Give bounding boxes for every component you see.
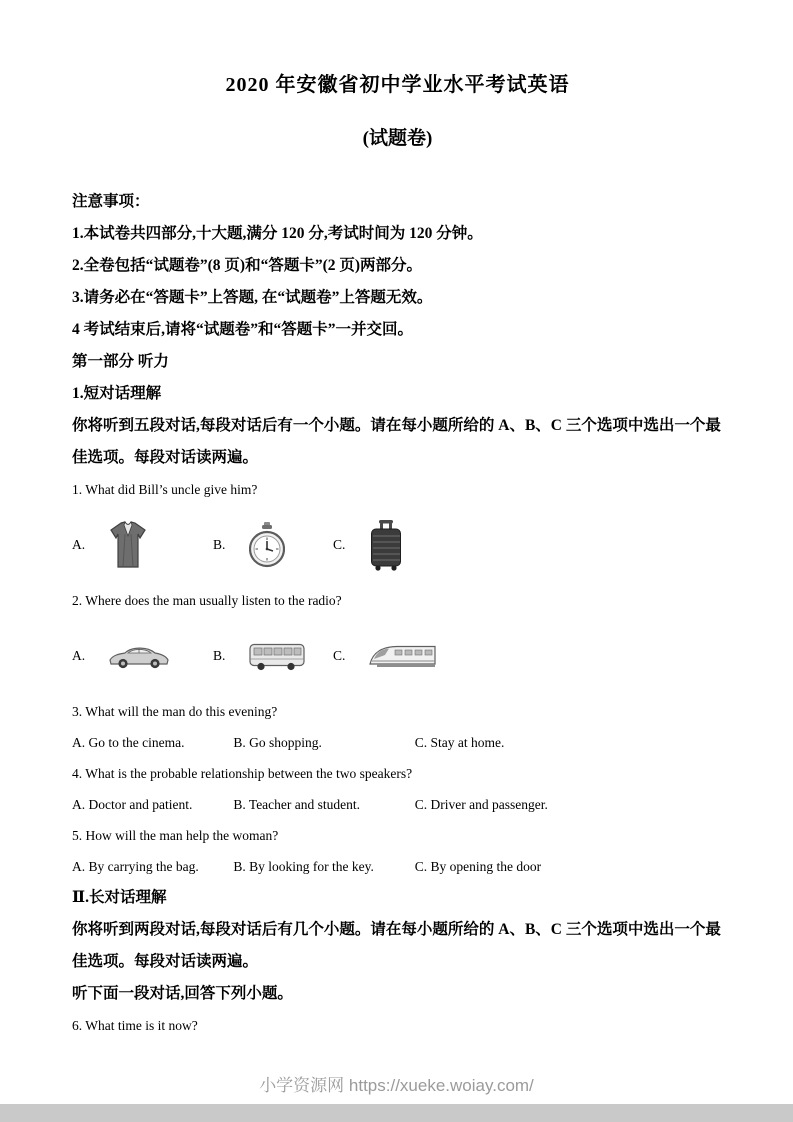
question-1-options [72, 505, 723, 585]
question-4-option-a: A. Doctor and patient. [72, 797, 193, 812]
notice-line-2: 2.全卷包括“试题卷”(8 页)和“答题卡”(2 页)两部分。 [72, 257, 423, 274]
section2-instructions: 你将听到两段对话,每段对话后有几个小题。请在每小题所给的 A、B、C 三个选项中选出一个最佳选项。每段对话读两遍。 [72, 921, 721, 970]
question-6-text: 6. What time is it now? [72, 1018, 198, 1033]
question-5-options [72, 851, 723, 882]
option-c-label: C. [333, 648, 346, 663]
notice-line-4: 4 考试结束后,请将“试题卷”和“答题卡”一并交回。 [72, 321, 414, 338]
section2-heading: Ⅱ.长对话理解 [72, 889, 167, 906]
question-2-option-b [213, 641, 333, 671]
question-2-text: 2. Where does the man usually listen to the radio? [72, 593, 342, 608]
question-2-option-a [72, 642, 213, 670]
question-2-options [72, 616, 723, 696]
notice-line-1: 1.本试卷共四部分,十大题,满分 120 分,考试时间为 120 分钟。 [72, 225, 483, 242]
question-4-option-b: B. Teacher and student. [233, 797, 361, 812]
question-5-option-a: A. By carrying the bag. [72, 859, 199, 874]
question-1-option-a [72, 521, 213, 569]
bus-icon [249, 641, 305, 671]
notice-heading: 注意事项： [72, 193, 150, 210]
question-5-text: 5. How will the man help the woman? [72, 828, 279, 843]
option-c-label: C. [333, 537, 346, 552]
section1-instructions: 你将听到五段对话,每段对话后有一个小题。请在每小题所给的 A、B、C 三个选项中选出一个最佳选项。每段对话读两遍。 [72, 417, 721, 466]
question-3-options [72, 727, 723, 758]
question-5-option-c: C. By opening the door [414, 859, 542, 874]
question-3-option-c: C. Stay at home. [414, 735, 505, 750]
page-bottom-strip [0, 1104, 793, 1122]
part1-heading: 第一部分 听力 [72, 353, 169, 370]
question-4-options [72, 789, 723, 820]
question-4-option-c: C. Driver and passenger. [414, 797, 548, 812]
question-2-option-c [333, 642, 723, 670]
section1-heading: 1.短对话理解 [72, 385, 162, 402]
exam-body [72, 186, 723, 1041]
question-4-text: 4. What is the probable relationship between the two speakers? [72, 766, 413, 781]
option-b-label: B. [213, 648, 226, 663]
option-a-label: A. [72, 537, 86, 552]
question-1-option-b [213, 521, 333, 569]
question-3-option-b: B. Go shopping. [233, 735, 322, 750]
car-icon [108, 642, 170, 670]
alarm-clock-icon [249, 521, 285, 569]
question-3-option-a: A. Go to the cinema. [72, 735, 185, 750]
train-icon [369, 642, 437, 670]
option-a-label: A. [72, 648, 86, 663]
suitcase-icon [369, 519, 403, 571]
option-b-label: B. [213, 537, 226, 552]
page-title: 2020 年安徽省初中学业水平考试英语 [225, 74, 570, 96]
vest-icon [108, 521, 148, 569]
question-5-option-b: B. By looking for the key. [233, 859, 374, 874]
question-3-text: 3. What will the man do this evening? [72, 704, 278, 719]
page-subtitle: (试题卷) [362, 128, 433, 149]
notice-line-3: 3.请务必在“答题卡”上答题, 在“试题卷”上答题无效。 [72, 289, 433, 306]
question-1-text: 1. What did Bill’s uncle give him? [72, 482, 258, 497]
section2-sub-instruction: 听下面一段对话,回答下列小题。 [72, 985, 293, 1002]
question-1-option-c [333, 519, 723, 571]
watermark-footer: 小学资源网 https://xueke.woiay.com/ [259, 1076, 534, 1095]
